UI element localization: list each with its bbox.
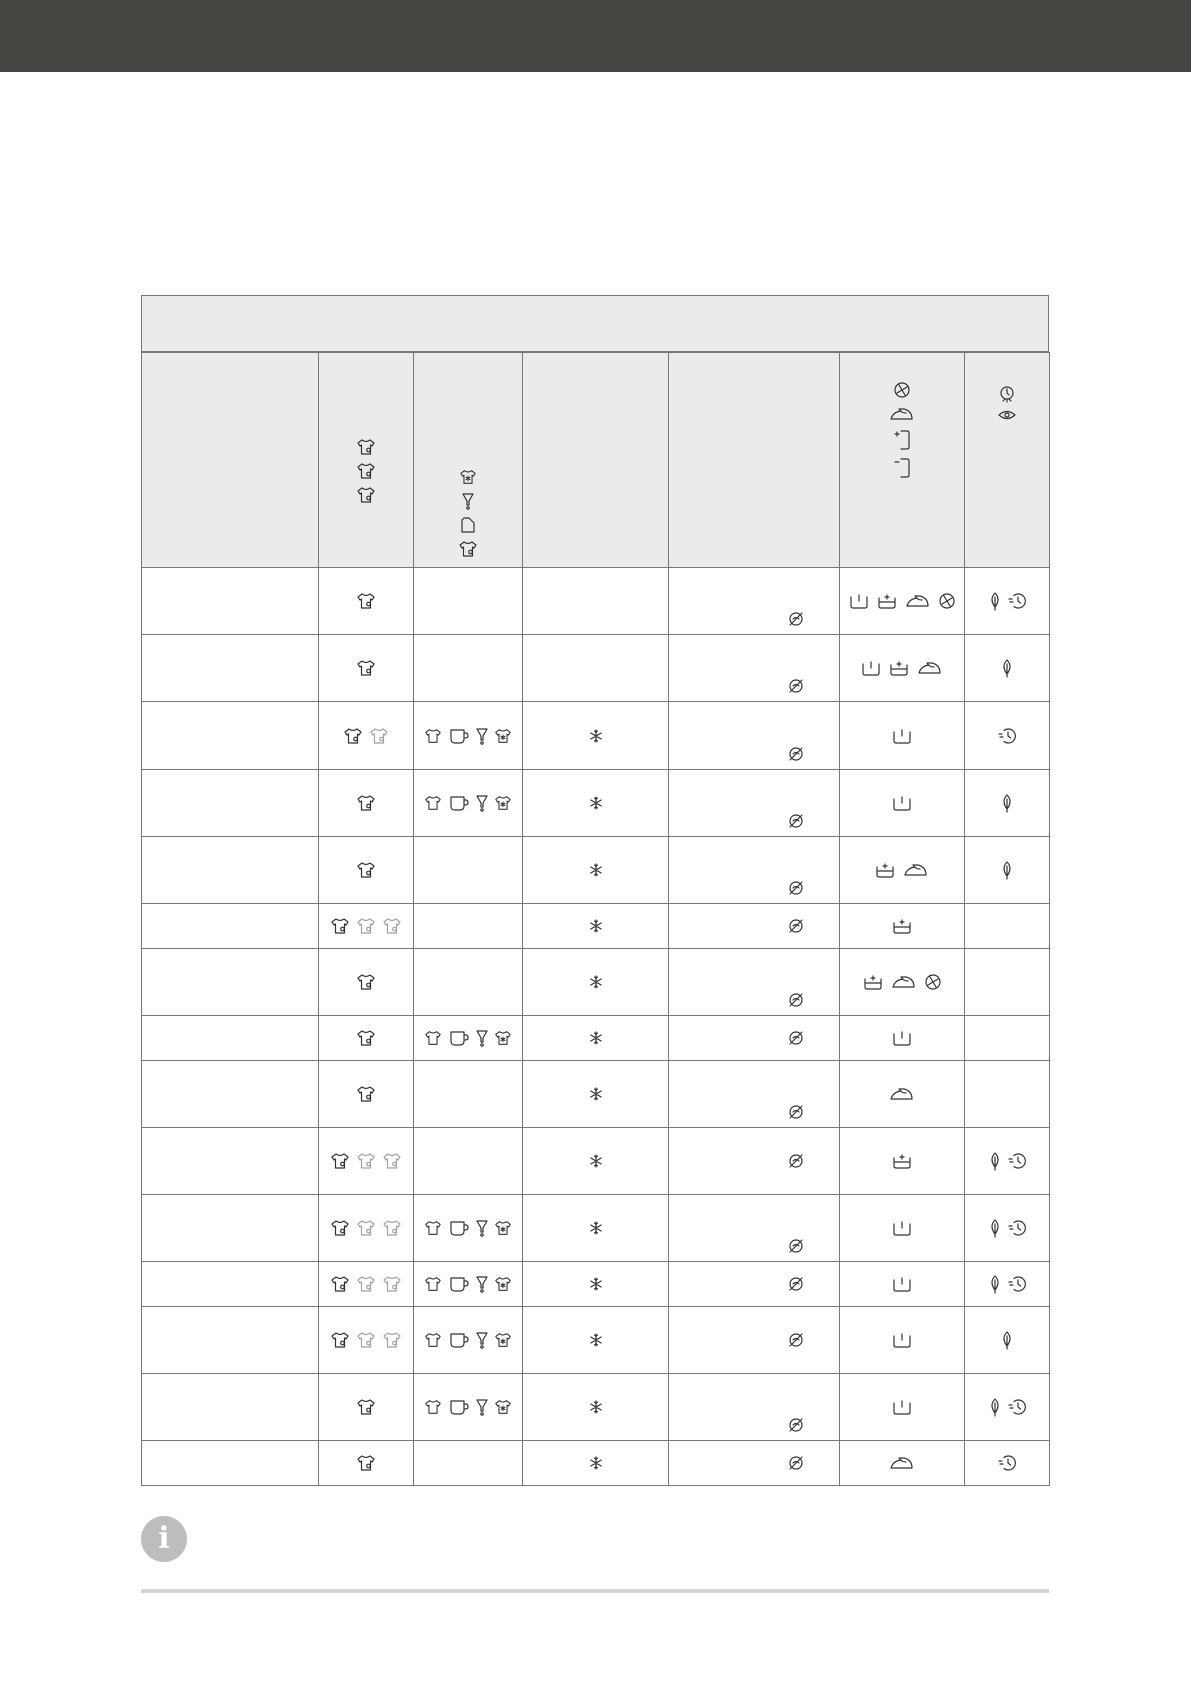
table-row [142,1307,1050,1374]
extras-cell [965,568,1050,635]
funnel-icon [462,492,474,510]
drying-cell [669,635,840,702]
table-row [142,949,1050,1016]
shirt-star-icon [459,468,477,486]
drying-cell [669,1374,840,1441]
extra-rinse-icon [862,973,884,991]
shirt-star-icon [494,1331,512,1349]
extras-cell [965,635,1050,702]
clock-icon [998,385,1016,403]
program-name-cell [142,904,319,949]
shirt-star-icon [494,1029,512,1047]
temperature-cell [523,1195,669,1262]
extras-cell [965,1195,1050,1262]
shirt-dirt-icon [382,1275,402,1293]
table-row [142,770,1050,837]
program-name-cell [142,1374,319,1441]
snowflake-icon [589,863,603,877]
load-cell [319,1016,414,1061]
program-name-cell [142,770,319,837]
iron-icon [888,1454,916,1472]
quick-icon [1008,1219,1026,1237]
temperature-cell [523,1441,669,1486]
temperature-cell [523,1128,669,1195]
shirt-dirt-icon [330,1152,350,1170]
temperature-cell [523,770,669,837]
snowflake-icon [589,1221,603,1235]
header-temperature [523,353,669,568]
shirt-dirt-icon [356,1029,376,1047]
program-name-cell [142,949,319,1016]
items-cell [414,837,523,904]
program-name-cell [142,635,319,702]
shirt-dirt-icon [330,1275,350,1293]
cup-icon [448,1331,470,1349]
quick-icon [998,727,1016,745]
load-cell [319,904,414,949]
items-cell [414,1441,523,1486]
temperature-cell [523,1374,669,1441]
temperature-cell [523,1016,669,1061]
program-name-cell [142,1195,319,1262]
nodry-icon [787,917,805,935]
shirt-icon [424,1398,442,1416]
shirt-dirt-icon [343,727,363,745]
extra-rinse-icon [891,917,913,935]
header-items [414,353,523,568]
drying-cell [669,1128,840,1195]
nodry-icon [787,610,805,628]
snowflake-icon [589,1400,603,1414]
spin-icon [938,592,956,610]
temperature-cell [523,904,669,949]
items-cell [414,1262,523,1307]
load-cell [319,949,414,1016]
bag-icon [459,516,477,534]
shirt-dirt-icon [356,1398,376,1416]
shirt-dirt-icon [356,438,376,456]
shirt-dirt-icon [356,1275,376,1293]
header-options [840,353,965,568]
temperature-cell [523,1307,669,1374]
nodry-icon [787,879,805,897]
iron-icon [888,405,916,423]
quick-icon [998,1454,1016,1472]
funnel-icon [476,1029,488,1047]
load-cell [319,635,414,702]
cup-icon [448,1275,470,1293]
cup-icon [448,1219,470,1237]
program-name-cell [142,702,319,770]
options-cell [840,837,965,904]
options-cell [840,949,965,1016]
header-program [142,353,319,568]
program-name-cell [142,1016,319,1061]
eco-leaf-icon [1000,793,1014,813]
extras-cell [965,1128,1050,1195]
temperature-cell [523,1262,669,1307]
table-row [142,1441,1050,1486]
snowflake-icon [589,1087,603,1101]
extras-cell [965,702,1050,770]
options-cell [840,1195,965,1262]
extra-rinse-icon [888,659,910,677]
drying-cell [669,1195,840,1262]
shirt-dirt-icon [356,1454,376,1472]
items-cell [414,904,523,949]
items-cell [414,1374,523,1441]
eco-leaf-icon [988,1151,1002,1171]
header-load [319,353,414,568]
load-cell [319,1441,414,1486]
load-cell [319,1061,414,1128]
options-cell [840,1307,965,1374]
options-cell [840,1016,965,1061]
minus-door-icon [892,457,912,479]
drying-cell [669,770,840,837]
shirt-dirt-icon [356,1219,376,1237]
load-cell [319,568,414,635]
shirt-dirt-icon [356,973,376,991]
temperature-cell [523,568,669,635]
load-cell [319,1307,414,1374]
drying-cell [669,1262,840,1307]
shirt-dirt-icon [330,1331,350,1349]
snowflake-icon [589,975,603,989]
drying-cell [669,1307,840,1374]
extra-rinse-icon [891,1152,913,1170]
shirt-dirt-icon [369,727,389,745]
cup-icon [448,794,470,812]
extras-cell [965,1441,1050,1486]
items-cell [414,1307,523,1374]
table-title-band [141,295,1049,352]
eco-leaf-icon [988,1218,1002,1238]
options-cell [840,1441,965,1486]
shirt-star-icon [494,727,512,745]
table-row [142,837,1050,904]
load-cell [319,1262,414,1307]
table-row [142,1262,1050,1307]
plus-door-icon [892,429,912,451]
funnel-icon [476,1219,488,1237]
drying-cell [669,702,840,770]
shirt-star-icon [494,1398,512,1416]
temperature-cell [523,635,669,702]
nodry-icon [787,677,805,695]
nodry-icon [787,1331,805,1349]
extras-cell [965,1374,1050,1441]
iron-icon [904,592,932,610]
table-row [142,1374,1050,1441]
nodry-icon [787,1152,805,1170]
shirt-star-icon [494,1219,512,1237]
extras-cell [965,904,1050,949]
items-cell [414,568,523,635]
drying-cell [669,949,840,1016]
extras-cell [965,770,1050,837]
load-cell [319,702,414,770]
nodry-icon [787,991,805,1009]
eco-leaf-icon [1000,1330,1014,1350]
funnel-icon [476,727,488,745]
iron-icon [916,659,944,677]
eco-leaf-icon [1000,658,1014,678]
drying-cell [669,1061,840,1128]
shirt-dirt-icon [356,917,376,935]
nodry-icon [787,1416,805,1434]
options-cell [840,770,965,837]
program-name-cell [142,1441,319,1486]
table-row [142,1061,1050,1128]
info-icon: i [141,1516,187,1562]
spin-icon [924,973,942,991]
funnel-icon [476,1275,488,1293]
temperature-cell [523,837,669,904]
shirt-dirt-icon [382,917,402,935]
program-name-cell [142,1307,319,1374]
quick-icon [1008,1152,1026,1170]
table-row [142,702,1050,770]
shirt-dirt-icon [382,1331,402,1349]
items-cell [414,635,523,702]
table-row [142,904,1050,949]
items-cell [414,770,523,837]
prewash-icon [848,592,870,610]
drying-cell [669,837,840,904]
items-cell [414,1195,523,1262]
load-cell [319,837,414,904]
program-name-cell [142,1262,319,1307]
nodry-icon [787,1237,805,1255]
eco-leaf-icon [988,1274,1002,1294]
program-name-cell [142,1061,319,1128]
iron-icon [890,973,918,991]
options-cell [840,702,965,770]
extra-rinse-icon [876,592,898,610]
footer-rule [141,1589,1049,1593]
program-grid [141,352,1050,1486]
shirt-dirt-icon [458,540,478,558]
quick-icon [1008,1398,1026,1416]
prewash-icon [891,1219,913,1237]
shirt-icon [424,727,442,745]
snowflake-icon [589,1333,603,1347]
extra-rinse-icon [874,861,896,879]
iron-icon [902,861,930,879]
options-cell [840,635,965,702]
spin-icon [893,381,911,399]
temperature-cell [523,949,669,1016]
options-cell [840,904,965,949]
shirt-star-icon [494,794,512,812]
shirt-dirt-icon [356,794,376,812]
cup-icon [448,727,470,745]
snowflake-icon [589,1456,603,1470]
shirt-dirt-icon [356,592,376,610]
extras-cell [965,837,1050,904]
eco-leaf-icon [988,1397,1002,1417]
snowflake-icon [589,1031,603,1045]
shirt-dirt-icon [330,1219,350,1237]
eco-leaf-icon [1000,860,1014,880]
shirt-dirt-icon [356,1085,376,1103]
prewash-icon [891,1331,913,1349]
drying-cell [669,1441,840,1486]
table-row [142,1128,1050,1195]
options-cell [840,1128,965,1195]
load-cell [319,1128,414,1195]
snowflake-icon [589,1277,603,1291]
prewash-icon [891,1275,913,1293]
extras-cell [965,1262,1050,1307]
header-drying [669,353,840,568]
nodry-icon [787,1103,805,1121]
funnel-icon [476,1398,488,1416]
table-row [142,1016,1050,1061]
snowflake-icon [589,796,603,810]
items-cell [414,702,523,770]
shirt-dirt-icon [330,917,350,935]
shirt-icon [424,1219,442,1237]
nodry-icon [787,1029,805,1047]
items-cell [414,949,523,1016]
snowflake-icon [589,729,603,743]
drying-cell [669,568,840,635]
shirt-icon [424,1029,442,1047]
header-extras [965,353,1050,568]
shirt-icon [424,1275,442,1293]
table-row [142,1195,1050,1262]
funnel-icon [476,1331,488,1349]
program-table [141,295,1049,1486]
load-cell [319,770,414,837]
options-cell [840,1262,965,1307]
program-name-cell [142,837,319,904]
shirt-dirt-icon [356,1331,376,1349]
extras-cell [965,1307,1050,1374]
shirt-dirt-icon [356,462,376,480]
snowflake-icon [589,1154,603,1168]
table-row [142,568,1050,635]
prewash-icon [891,794,913,812]
temperature-cell [523,702,669,770]
drying-cell [669,1016,840,1061]
nodry-icon [787,745,805,763]
temperature-cell [523,1061,669,1128]
shirt-star-icon [494,1275,512,1293]
extras-cell [965,1016,1050,1061]
snowflake-icon [589,919,603,933]
eco-eye-icon [998,409,1016,421]
shirt-dirt-icon [382,1219,402,1237]
extras-cell [965,1061,1050,1128]
nodry-icon [787,1275,805,1293]
items-cell [414,1128,523,1195]
quick-icon [1008,1275,1026,1293]
items-cell [414,1016,523,1061]
options-cell [840,568,965,635]
funnel-icon [476,794,488,812]
load-cell [319,1374,414,1441]
shirt-icon [424,1331,442,1349]
prewash-icon [891,1398,913,1416]
cup-icon [448,1398,470,1416]
table-row [142,635,1050,702]
eco-leaf-icon [988,591,1002,611]
prewash-icon [860,659,882,677]
iron-icon [888,1085,916,1103]
shirt-dirt-icon [356,486,376,504]
options-cell [840,1061,965,1128]
table-header-row [142,353,1050,568]
program-name-cell [142,568,319,635]
shirt-icon [424,794,442,812]
options-cell [840,1374,965,1441]
drying-cell [669,904,840,949]
shirt-dirt-icon [356,659,376,677]
extras-cell [965,949,1050,1016]
cup-icon [448,1029,470,1047]
shirt-dirt-icon [382,1152,402,1170]
shirt-dirt-icon [356,1152,376,1170]
load-cell [319,1195,414,1262]
shirt-dirt-icon [356,861,376,879]
program-name-cell [142,1128,319,1195]
items-cell [414,1061,523,1128]
nodry-icon [787,1454,805,1472]
nodry-icon [787,812,805,830]
prewash-icon [891,1029,913,1047]
prewash-icon [891,727,913,745]
page-header-bar [0,0,1191,72]
quick-icon [1008,592,1026,610]
